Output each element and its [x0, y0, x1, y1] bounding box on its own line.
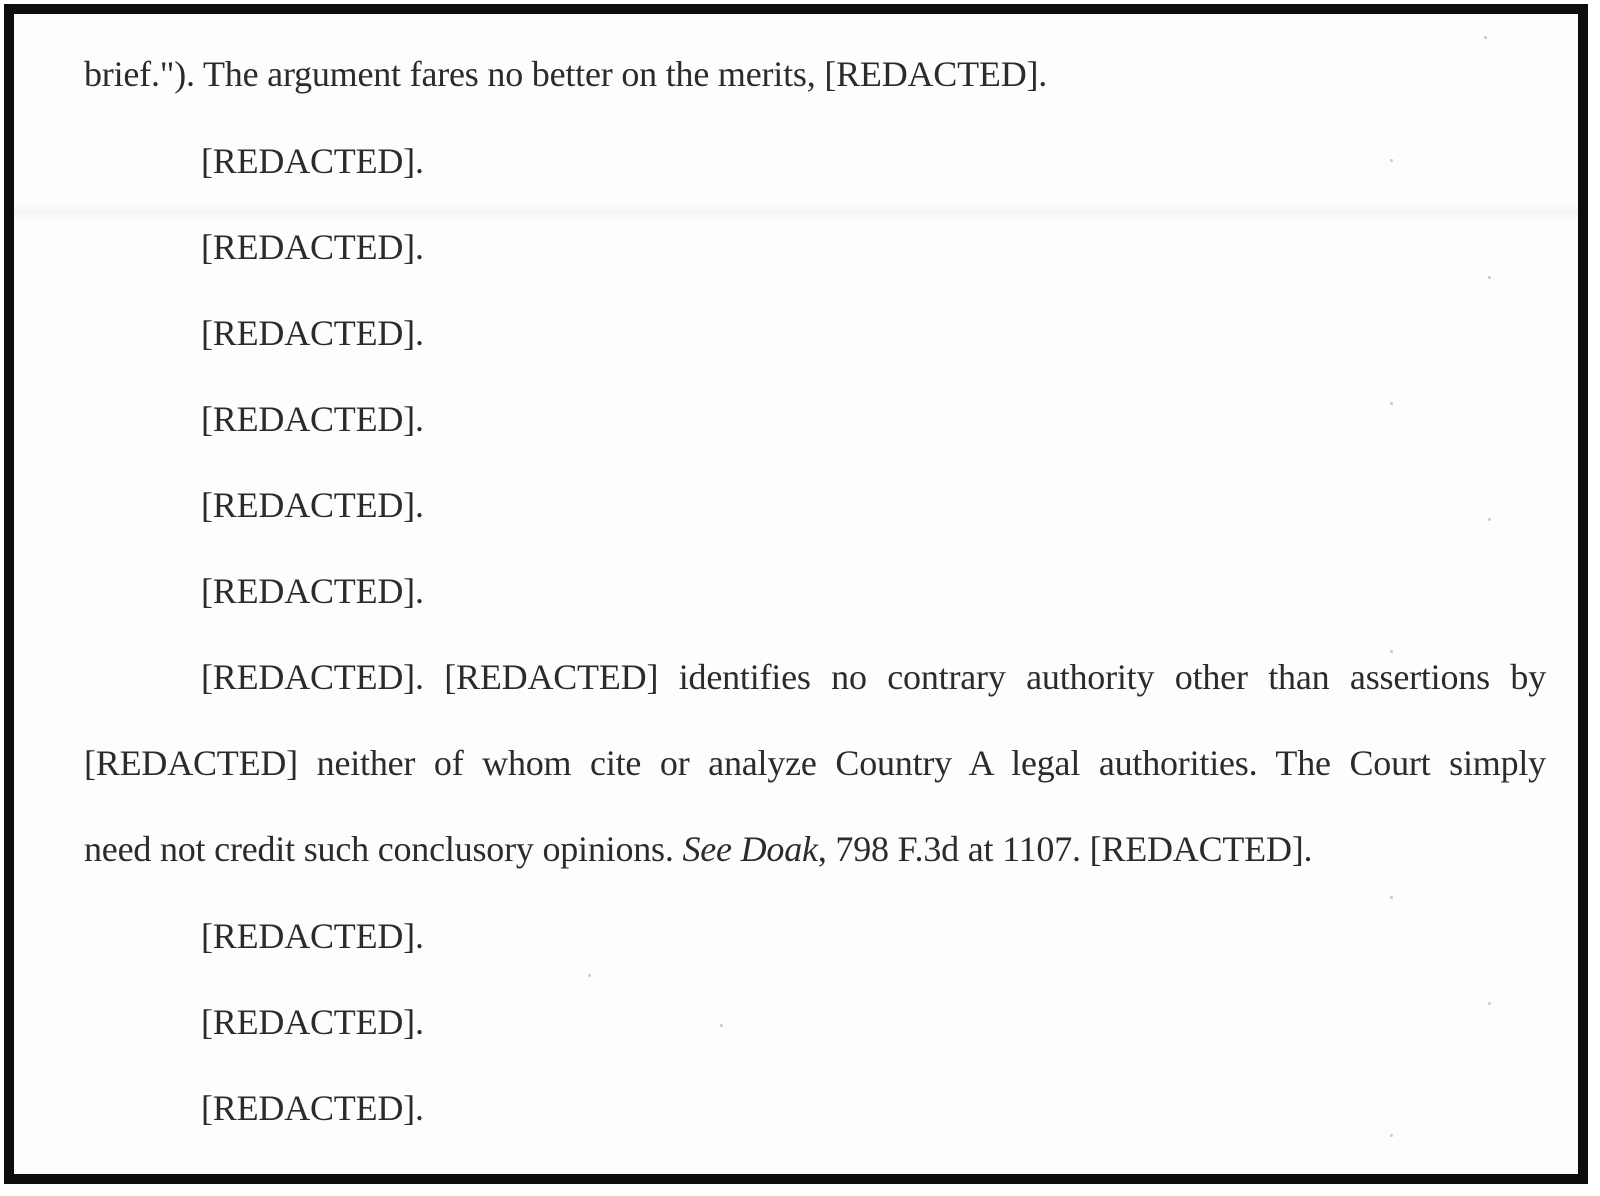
scan-speck	[588, 974, 591, 977]
text-line-12: [REDACTED].	[201, 1002, 424, 1042]
text-line-10-start: need not credit such conclusory opinions.	[84, 829, 683, 869]
text-line-2: [REDACTED].	[201, 141, 424, 181]
text-line-13: [REDACTED].	[201, 1088, 424, 1128]
scan-speck	[1390, 1134, 1393, 1137]
scan-speck	[1488, 518, 1491, 521]
text-line-8: [REDACTED]. [REDACTED] identifies no contrary authority other than assertions by	[201, 657, 1546, 697]
text-line-10-end: , 798 F.3d at 1107. [REDACTED].	[817, 829, 1313, 869]
scan-speck	[1488, 276, 1491, 279]
text-line-7: [REDACTED].	[201, 571, 424, 611]
text-line-6: [REDACTED].	[201, 485, 424, 525]
case-citation-italic: See Doak	[682, 829, 818, 869]
text-line-11: [REDACTED].	[201, 916, 424, 956]
scan-speck	[1390, 650, 1393, 653]
scan-speck	[1390, 402, 1393, 405]
text-line-10	[84, 827, 1312, 871]
scan-speck	[720, 1024, 723, 1027]
text-line-9: [REDACTED] neither of whom cite or analyze Country A legal authorities. The Court simply	[84, 743, 1546, 783]
scan-speck	[1484, 36, 1487, 39]
text-line-5: [REDACTED].	[201, 399, 424, 439]
document-frame	[4, 4, 1588, 1184]
text-line-1: brief."). The argument fares no better on the merits, [REDACTED].	[84, 54, 1048, 94]
scan-speck	[1390, 159, 1393, 162]
scan-speck	[1390, 896, 1393, 899]
text-line-4: [REDACTED].	[201, 313, 424, 353]
page-fold-shadow	[14, 204, 1578, 220]
scan-speck	[1488, 1002, 1491, 1005]
text-line-3: [REDACTED].	[201, 227, 424, 267]
